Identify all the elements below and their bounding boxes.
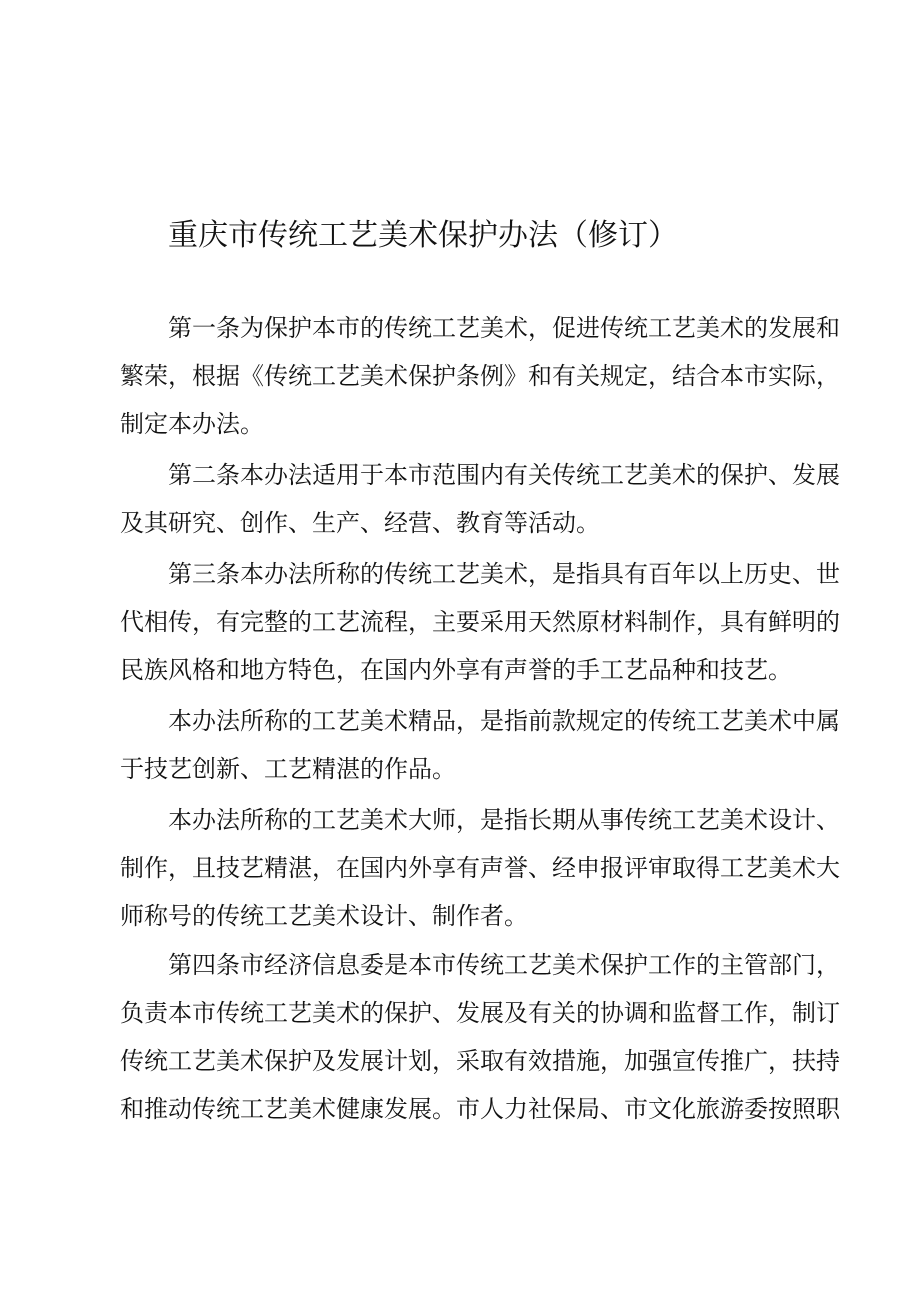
paragraph-line: 第四条市经济信息委是本市传统工艺美术保护工作的主管部门， xyxy=(168,951,840,979)
paragraph-line: 和推动传统工艺美术健康发展。市人力社保局、市文化旅游委按照职 xyxy=(120,1095,840,1123)
paragraph-line: 民族风格和地方特色，在国内外享有声誉的手工艺品种和技艺。 xyxy=(120,656,792,684)
paragraph-line: 第三条本办法所称的传统工艺美术，是指具有百年以上历史、世 xyxy=(168,560,840,588)
paragraph-line: 第二条本办法适用于本市范围内有关传统工艺美术的保护、发展 xyxy=(168,461,840,489)
paragraph-line: 负责本市传统工艺美术的保护、发展及有关的协调和监督工作，制订 xyxy=(120,999,840,1027)
paragraph-line: 制定本办法。 xyxy=(120,410,264,438)
paragraph-line: 第一条为保护本市的传统工艺美术，促进传统工艺美术的发展和 xyxy=(168,314,840,342)
paragraph-line: 本办法所称的工艺美术精品，是指前款规定的传统工艺美术中属 xyxy=(168,707,840,735)
paragraph-line: 繁荣，根据《传统工艺美术保护条例》和有关规定，结合本市实际， xyxy=(120,362,840,390)
paragraph-line: 代相传，有完整的工艺流程，主要采用天然原材料制作，具有鲜明的 xyxy=(120,608,840,636)
paragraph-line: 传统工艺美术保护及发展计划，采取有效措施，加强宣传推广，扶持 xyxy=(120,1047,840,1075)
paragraph-line: 于技艺创新、工艺精湛的作品。 xyxy=(120,755,456,783)
paragraph-line: 制作，且技艺精湛，在国内外享有声誉、经申报评审取得工艺美术大 xyxy=(120,854,840,882)
paragraph-line: 本办法所称的工艺美术大师，是指长期从事传统工艺美术设计、 xyxy=(168,806,840,834)
document-title: 重庆市传统工艺美术保护办法（修订） xyxy=(168,218,678,253)
paragraph-line: 及其研究、创作、生产、经营、教育等活动。 xyxy=(120,509,600,537)
paragraph-line: 师称号的传统工艺美术设计、制作者。 xyxy=(120,902,528,930)
